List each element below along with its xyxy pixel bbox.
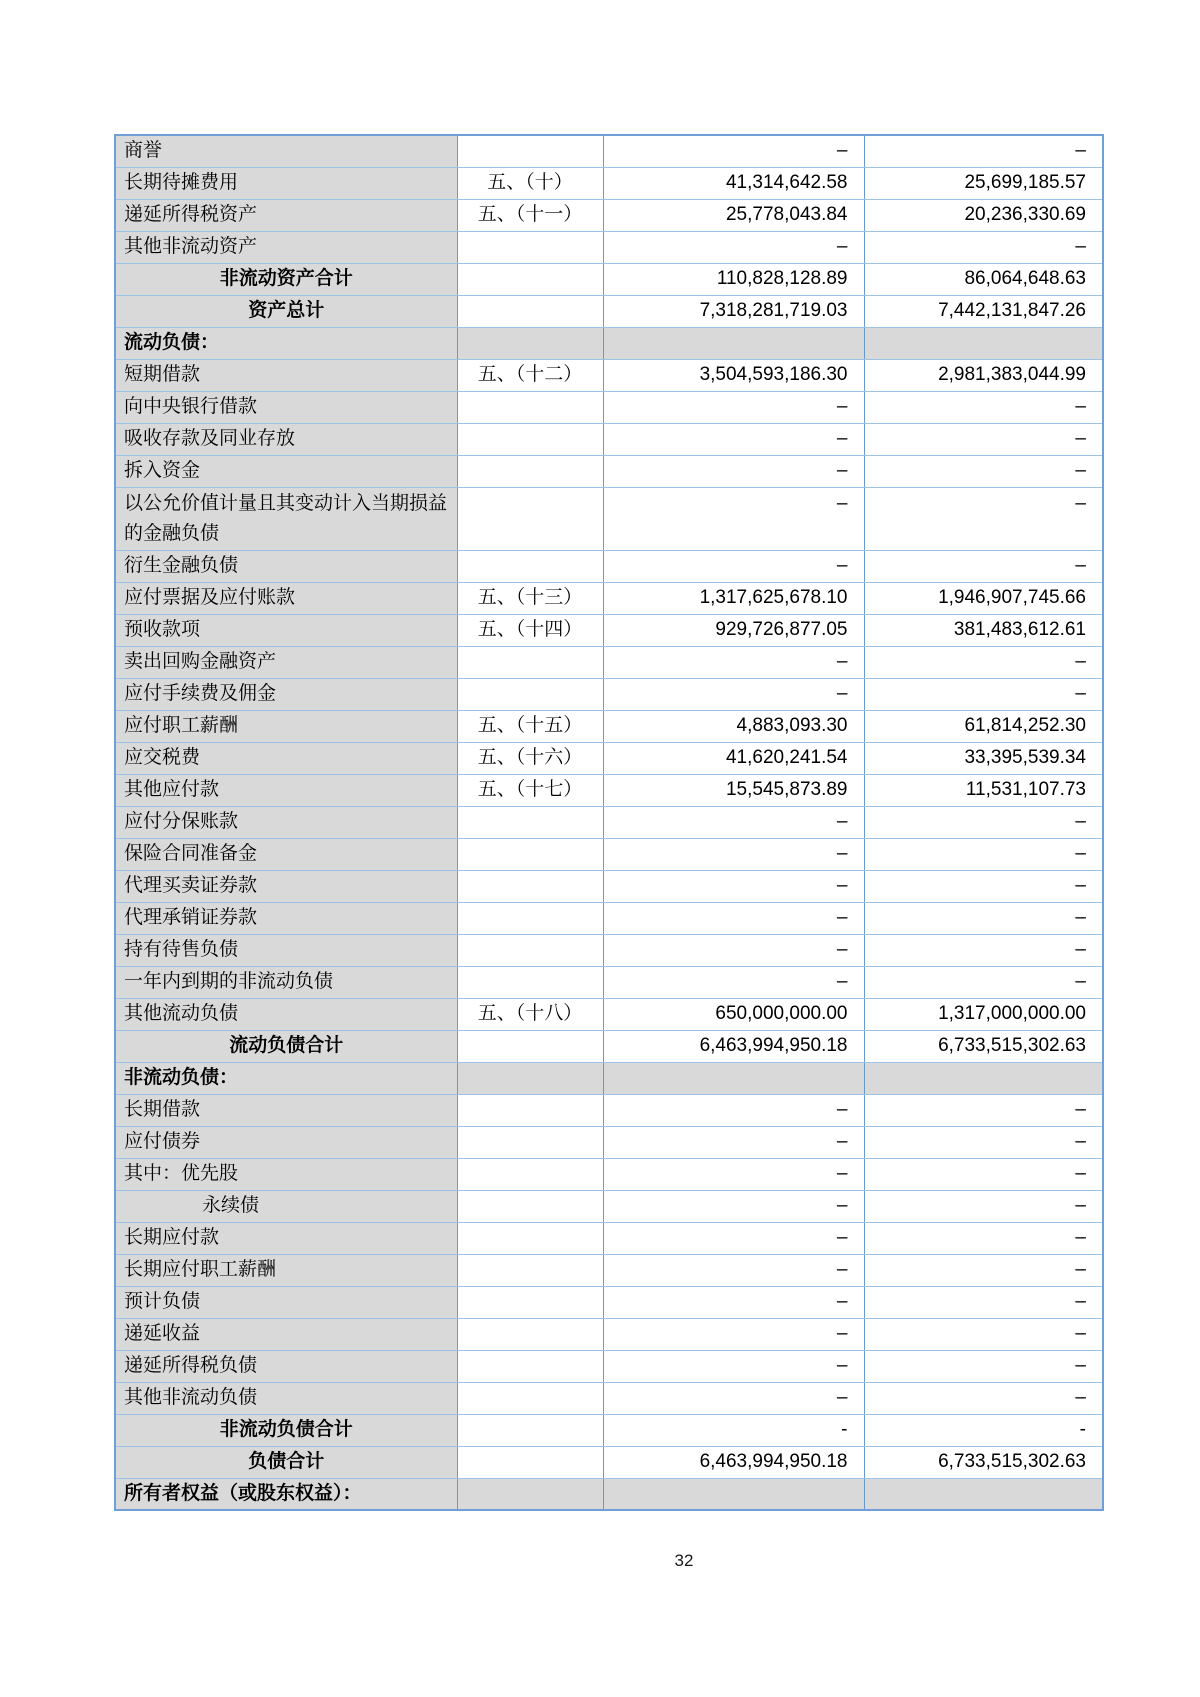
row-note-ref bbox=[457, 1222, 603, 1254]
row-note-ref bbox=[457, 870, 603, 902]
row-prior-value: – bbox=[864, 1094, 1103, 1126]
table-row bbox=[115, 742, 1103, 774]
row-note-ref bbox=[457, 231, 603, 263]
row-note-ref bbox=[457, 455, 603, 487]
row-item-label: 长期应付职工薪酬 bbox=[115, 1254, 457, 1286]
row-current-value: – bbox=[603, 391, 864, 423]
row-prior-value: – bbox=[864, 391, 1103, 423]
table-row bbox=[115, 550, 1103, 582]
row-current-value: 41,620,241.54 bbox=[603, 742, 864, 774]
row-item-label: 应交税费 bbox=[115, 742, 457, 774]
row-prior-value: – bbox=[864, 135, 1103, 167]
table-row bbox=[115, 167, 1103, 199]
row-current-value bbox=[603, 327, 864, 359]
row-note-ref bbox=[457, 1190, 603, 1222]
row-current-value: 3,504,593,186.30 bbox=[603, 359, 864, 391]
row-item-label: 吸收存款及同业存放 bbox=[115, 423, 457, 455]
table-row bbox=[115, 295, 1103, 327]
row-item-label: 短期借款 bbox=[115, 359, 457, 391]
row-note-ref bbox=[457, 1350, 603, 1382]
row-item-label: 所有者权益（或股东权益）： bbox=[115, 1478, 457, 1510]
row-current-value: – bbox=[603, 1190, 864, 1222]
row-prior-value: – bbox=[864, 1286, 1103, 1318]
balance-sheet-table bbox=[114, 134, 1104, 1511]
table-row bbox=[115, 1030, 1103, 1062]
row-prior-value: 381,483,612.61 bbox=[864, 614, 1103, 646]
row-prior-value: 11,531,107.73 bbox=[864, 774, 1103, 806]
row-note-ref bbox=[457, 135, 603, 167]
row-current-value: 4,883,093.30 bbox=[603, 710, 864, 742]
row-note-ref: 五、（十八） bbox=[457, 998, 603, 1030]
row-prior-value: – bbox=[864, 966, 1103, 998]
row-prior-value: – bbox=[864, 646, 1103, 678]
row-current-value: – bbox=[603, 487, 864, 550]
row-item-label: 非流动资产合计 bbox=[115, 263, 457, 295]
table-row bbox=[115, 614, 1103, 646]
row-current-value: – bbox=[603, 1158, 864, 1190]
row-current-value: 929,726,877.05 bbox=[603, 614, 864, 646]
row-note-ref: 五、（十） bbox=[457, 167, 603, 199]
table-row bbox=[115, 231, 1103, 263]
row-prior-value: 61,814,252.30 bbox=[864, 710, 1103, 742]
row-note-ref bbox=[457, 678, 603, 710]
row-item-label: 应付手续费及佣金 bbox=[115, 678, 457, 710]
table-row bbox=[115, 998, 1103, 1030]
row-item-label: 负债合计 bbox=[115, 1446, 457, 1478]
table-row bbox=[115, 678, 1103, 710]
row-current-value: 25,778,043.84 bbox=[603, 199, 864, 231]
row-item-label: 持有待售负债 bbox=[115, 934, 457, 966]
table-row bbox=[115, 1478, 1103, 1510]
row-current-value: – bbox=[603, 934, 864, 966]
row-item-label: 永续债 bbox=[115, 1190, 457, 1222]
row-item-label: 以公允价值计量且其变动计入当期损益的金融负债 bbox=[115, 487, 457, 550]
row-current-value: 7,318,281,719.03 bbox=[603, 295, 864, 327]
table-row bbox=[115, 774, 1103, 806]
row-item-label: 流动负债合计 bbox=[115, 1030, 457, 1062]
row-prior-value: – bbox=[864, 678, 1103, 710]
table-row bbox=[115, 1126, 1103, 1158]
table-row bbox=[115, 327, 1103, 359]
row-current-value: – bbox=[603, 1094, 864, 1126]
row-current-value: 15,545,873.89 bbox=[603, 774, 864, 806]
table-row bbox=[115, 359, 1103, 391]
row-note-ref bbox=[457, 1254, 603, 1286]
row-current-value: 6,463,994,950.18 bbox=[603, 1030, 864, 1062]
row-prior-value: – bbox=[864, 487, 1103, 550]
row-prior-value: 6,733,515,302.63 bbox=[864, 1030, 1103, 1062]
row-note-ref bbox=[457, 1382, 603, 1414]
row-note-ref bbox=[457, 1286, 603, 1318]
row-current-value: 6,463,994,950.18 bbox=[603, 1446, 864, 1478]
row-current-value: – bbox=[603, 231, 864, 263]
row-current-value: – bbox=[603, 550, 864, 582]
row-prior-value: – bbox=[864, 838, 1103, 870]
row-item-label: 其中：优先股 bbox=[115, 1158, 457, 1190]
row-prior-value: 33,395,539.34 bbox=[864, 742, 1103, 774]
row-prior-value: 7,442,131,847.26 bbox=[864, 295, 1103, 327]
table-row bbox=[115, 806, 1103, 838]
table-row bbox=[115, 1318, 1103, 1350]
row-prior-value: - bbox=[864, 1414, 1103, 1446]
row-note-ref bbox=[457, 1478, 603, 1510]
row-item-label: 递延收益 bbox=[115, 1318, 457, 1350]
row-current-value: – bbox=[603, 1286, 864, 1318]
table-row bbox=[115, 1254, 1103, 1286]
row-current-value: – bbox=[603, 646, 864, 678]
row-current-value: – bbox=[603, 1318, 864, 1350]
row-prior-value: – bbox=[864, 231, 1103, 263]
row-note-ref bbox=[457, 487, 603, 550]
row-prior-value bbox=[864, 1062, 1103, 1094]
row-note-ref bbox=[457, 550, 603, 582]
table-row bbox=[115, 1286, 1103, 1318]
table-row bbox=[115, 423, 1103, 455]
row-note-ref bbox=[457, 391, 603, 423]
row-prior-value: 25,699,185.57 bbox=[864, 167, 1103, 199]
row-item-label: 预计负债 bbox=[115, 1286, 457, 1318]
row-note-ref bbox=[457, 934, 603, 966]
row-note-ref bbox=[457, 838, 603, 870]
row-prior-value: – bbox=[864, 455, 1103, 487]
row-prior-value: – bbox=[864, 1158, 1103, 1190]
row-prior-value: – bbox=[864, 1318, 1103, 1350]
row-current-value: 1,317,625,678.10 bbox=[603, 582, 864, 614]
row-item-label: 一年内到期的非流动负债 bbox=[115, 966, 457, 998]
row-prior-value: – bbox=[864, 1254, 1103, 1286]
table-row bbox=[115, 1350, 1103, 1382]
row-item-label: 资产总计 bbox=[115, 295, 457, 327]
row-item-label: 拆入资金 bbox=[115, 455, 457, 487]
table-row bbox=[115, 870, 1103, 902]
table-row bbox=[115, 934, 1103, 966]
row-current-value: – bbox=[603, 838, 864, 870]
row-note-ref bbox=[457, 327, 603, 359]
row-current-value: - bbox=[603, 1414, 864, 1446]
row-current-value: – bbox=[603, 870, 864, 902]
row-current-value: 41,314,642.58 bbox=[603, 167, 864, 199]
row-note-ref bbox=[457, 902, 603, 934]
table-row bbox=[115, 1158, 1103, 1190]
row-prior-value: – bbox=[864, 1190, 1103, 1222]
table-row bbox=[115, 1190, 1103, 1222]
table-row bbox=[115, 902, 1103, 934]
row-item-label: 代理买卖证券款 bbox=[115, 870, 457, 902]
row-current-value bbox=[603, 1478, 864, 1510]
row-prior-value: – bbox=[864, 550, 1103, 582]
table-row bbox=[115, 838, 1103, 870]
row-note-ref: 五、（十六） bbox=[457, 742, 603, 774]
row-note-ref: 五、（十五） bbox=[457, 710, 603, 742]
table-row bbox=[115, 710, 1103, 742]
row-item-label: 其他非流动资产 bbox=[115, 231, 457, 263]
row-prior-value: – bbox=[864, 1222, 1103, 1254]
row-prior-value: 1,317,000,000.00 bbox=[864, 998, 1103, 1030]
row-item-label: 流动负债： bbox=[115, 327, 457, 359]
row-prior-value: 1,946,907,745.66 bbox=[864, 582, 1103, 614]
row-current-value: – bbox=[603, 1382, 864, 1414]
row-current-value: 650,000,000.00 bbox=[603, 998, 864, 1030]
table-row bbox=[115, 391, 1103, 423]
row-item-label: 商誉 bbox=[115, 135, 457, 167]
row-item-label: 递延所得税资产 bbox=[115, 199, 457, 231]
row-note-ref: 五、（十三） bbox=[457, 582, 603, 614]
row-item-label: 其他流动负债 bbox=[115, 998, 457, 1030]
table-row bbox=[115, 487, 1103, 550]
row-item-label: 向中央银行借款 bbox=[115, 391, 457, 423]
row-prior-value: 2,981,383,044.99 bbox=[864, 359, 1103, 391]
row-prior-value: 20,236,330.69 bbox=[864, 199, 1103, 231]
table-row bbox=[115, 1094, 1103, 1126]
table-row bbox=[115, 582, 1103, 614]
row-note-ref bbox=[457, 1446, 603, 1478]
row-prior-value: – bbox=[864, 934, 1103, 966]
row-item-label: 非流动负债： bbox=[115, 1062, 457, 1094]
row-current-value: – bbox=[603, 902, 864, 934]
row-item-label: 应付票据及应付账款 bbox=[115, 582, 457, 614]
table-row bbox=[115, 263, 1103, 295]
row-note-ref bbox=[457, 295, 603, 327]
row-prior-value bbox=[864, 327, 1103, 359]
row-item-label: 非流动负债合计 bbox=[115, 1414, 457, 1446]
table-row bbox=[115, 1062, 1103, 1094]
page-number: 32 bbox=[674, 1551, 694, 1570]
row-current-value bbox=[603, 1062, 864, 1094]
row-item-label: 其他非流动负债 bbox=[115, 1382, 457, 1414]
table-row bbox=[115, 1446, 1103, 1478]
row-prior-value: 86,064,648.63 bbox=[864, 263, 1103, 295]
row-current-value: – bbox=[603, 423, 864, 455]
table-row bbox=[115, 455, 1103, 487]
row-note-ref bbox=[457, 263, 603, 295]
row-item-label: 卖出回购金融资产 bbox=[115, 646, 457, 678]
row-current-value: 110,828,128.89 bbox=[603, 263, 864, 295]
row-item-label: 应付职工薪酬 bbox=[115, 710, 457, 742]
row-current-value: – bbox=[603, 1222, 864, 1254]
row-prior-value: – bbox=[864, 423, 1103, 455]
row-item-label: 应付债券 bbox=[115, 1126, 457, 1158]
row-prior-value: 6,733,515,302.63 bbox=[864, 1446, 1103, 1478]
row-current-value: – bbox=[603, 455, 864, 487]
row-note-ref: 五、（十一） bbox=[457, 199, 603, 231]
row-prior-value bbox=[864, 1478, 1103, 1510]
row-prior-value: – bbox=[864, 806, 1103, 838]
row-item-label: 代理承销证券款 bbox=[115, 902, 457, 934]
row-item-label: 衍生金融负债 bbox=[115, 550, 457, 582]
row-current-value: – bbox=[603, 966, 864, 998]
row-note-ref bbox=[457, 423, 603, 455]
table-row bbox=[115, 646, 1103, 678]
row-item-label: 应付分保账款 bbox=[115, 806, 457, 838]
row-note-ref bbox=[457, 646, 603, 678]
table-row bbox=[115, 1414, 1103, 1446]
table-row bbox=[115, 1382, 1103, 1414]
row-note-ref bbox=[457, 1414, 603, 1446]
table-row bbox=[115, 1222, 1103, 1254]
row-note-ref bbox=[457, 1030, 603, 1062]
row-item-label: 长期待摊费用 bbox=[115, 167, 457, 199]
row-item-label: 预收款项 bbox=[115, 614, 457, 646]
row-current-value: – bbox=[603, 135, 864, 167]
row-prior-value: – bbox=[864, 1382, 1103, 1414]
row-prior-value: – bbox=[864, 1126, 1103, 1158]
row-prior-value: – bbox=[864, 870, 1103, 902]
table-row bbox=[115, 135, 1103, 167]
row-note-ref: 五、（十二） bbox=[457, 359, 603, 391]
row-note-ref bbox=[457, 1158, 603, 1190]
row-item-label: 保险合同准备金 bbox=[115, 838, 457, 870]
row-note-ref bbox=[457, 1126, 603, 1158]
row-item-label: 其他应付款 bbox=[115, 774, 457, 806]
row-note-ref: 五、（十四） bbox=[457, 614, 603, 646]
row-item-label: 递延所得税负债 bbox=[115, 1350, 457, 1382]
balance-sheet-rows bbox=[115, 135, 1103, 1510]
table-row bbox=[115, 199, 1103, 231]
row-current-value: – bbox=[603, 1350, 864, 1382]
row-prior-value: – bbox=[864, 902, 1103, 934]
table-row bbox=[115, 966, 1103, 998]
row-item-label: 长期借款 bbox=[115, 1094, 457, 1126]
row-current-value: – bbox=[603, 1254, 864, 1286]
row-current-value: – bbox=[603, 678, 864, 710]
row-note-ref bbox=[457, 806, 603, 838]
row-note-ref bbox=[457, 966, 603, 998]
row-prior-value: – bbox=[864, 1350, 1103, 1382]
row-current-value: – bbox=[603, 806, 864, 838]
row-current-value: – bbox=[603, 1126, 864, 1158]
row-note-ref bbox=[457, 1318, 603, 1350]
row-note-ref bbox=[457, 1094, 603, 1126]
row-note-ref: 五、（十七） bbox=[457, 774, 603, 806]
row-note-ref bbox=[457, 1062, 603, 1094]
row-item-label: 长期应付款 bbox=[115, 1222, 457, 1254]
